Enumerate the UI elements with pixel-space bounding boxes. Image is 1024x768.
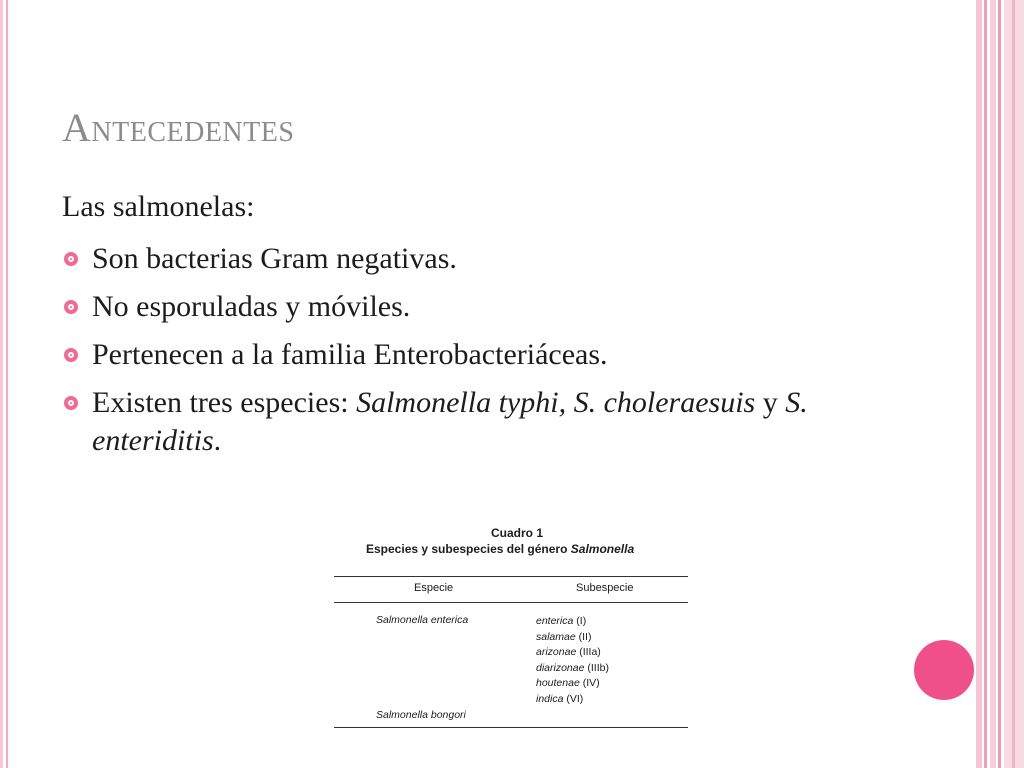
bullet-item bbox=[62, 384, 822, 460]
bullet-mid: y bbox=[755, 386, 786, 419]
table-rule-header bbox=[334, 602, 688, 603]
subspecies-item: arizonae (IIIa) bbox=[536, 646, 601, 658]
table-caption-title: Cuadro 1 bbox=[490, 526, 543, 540]
bullet-list bbox=[62, 240, 822, 470]
subspecies-item: enterica (I) bbox=[536, 615, 587, 627]
table-caption-subtitle bbox=[366, 542, 690, 556]
bullet-icon bbox=[64, 252, 78, 266]
bullet-item bbox=[62, 336, 822, 374]
bullet-icon bbox=[64, 348, 78, 362]
bullet-text: Pertenecen a la familia Enterobacteriáceas. bbox=[92, 338, 608, 371]
decorative-stripe bbox=[984, 0, 987, 768]
decorative-stripe bbox=[976, 0, 982, 768]
bullet-item bbox=[62, 288, 822, 326]
header-species: Especie bbox=[414, 582, 454, 594]
caption-sub-italic: Salmonella bbox=[570, 542, 635, 556]
decorative-stripe bbox=[1012, 0, 1015, 768]
species-names-italic: Salmonella typhi, S. choleraesuis bbox=[356, 386, 756, 419]
subspecies-list bbox=[536, 614, 609, 707]
subspecies-item: salamae (II) bbox=[536, 630, 592, 643]
decorative-stripe bbox=[6, 0, 8, 768]
caption-sub-prefix: Especies y subespecies del género bbox=[366, 542, 571, 556]
bullet-prefix: Existen tres especies: bbox=[92, 386, 357, 419]
bullet-item bbox=[62, 240, 822, 278]
bullet-text: Son bacterias Gram negativas. bbox=[92, 242, 457, 275]
subspecies-item: houtenae (IV) bbox=[536, 677, 600, 689]
species-table-figure bbox=[334, 526, 690, 736]
table-rule-top bbox=[334, 576, 688, 577]
subspecies-item: indica (VI) bbox=[536, 692, 584, 705]
decorative-dot bbox=[914, 640, 974, 700]
bullet-text: No esporuladas y móviles. bbox=[92, 290, 411, 323]
species-cell: Salmonella enterica bbox=[376, 614, 469, 626]
bullet-text bbox=[92, 384, 822, 460]
subspecies-item: diarizonae (IIIb) bbox=[536, 661, 609, 674]
species-cell: Salmonella bongori bbox=[376, 709, 466, 721]
table-rule-bottom bbox=[334, 727, 688, 728]
bullet-icon bbox=[64, 300, 78, 314]
bullet-icon bbox=[64, 396, 78, 410]
decorative-stripe bbox=[990, 0, 996, 768]
intro-text: Las salmonelas: bbox=[62, 190, 255, 223]
header-subspecies: Subespecie bbox=[576, 582, 634, 594]
decorative-stripe bbox=[998, 0, 1001, 768]
slide-title: Antecedentes bbox=[62, 105, 295, 150]
species-name-italic: S. enteriditis bbox=[92, 386, 808, 457]
bullet-suffix: . bbox=[213, 424, 222, 457]
decorative-stripe bbox=[0, 0, 3, 768]
